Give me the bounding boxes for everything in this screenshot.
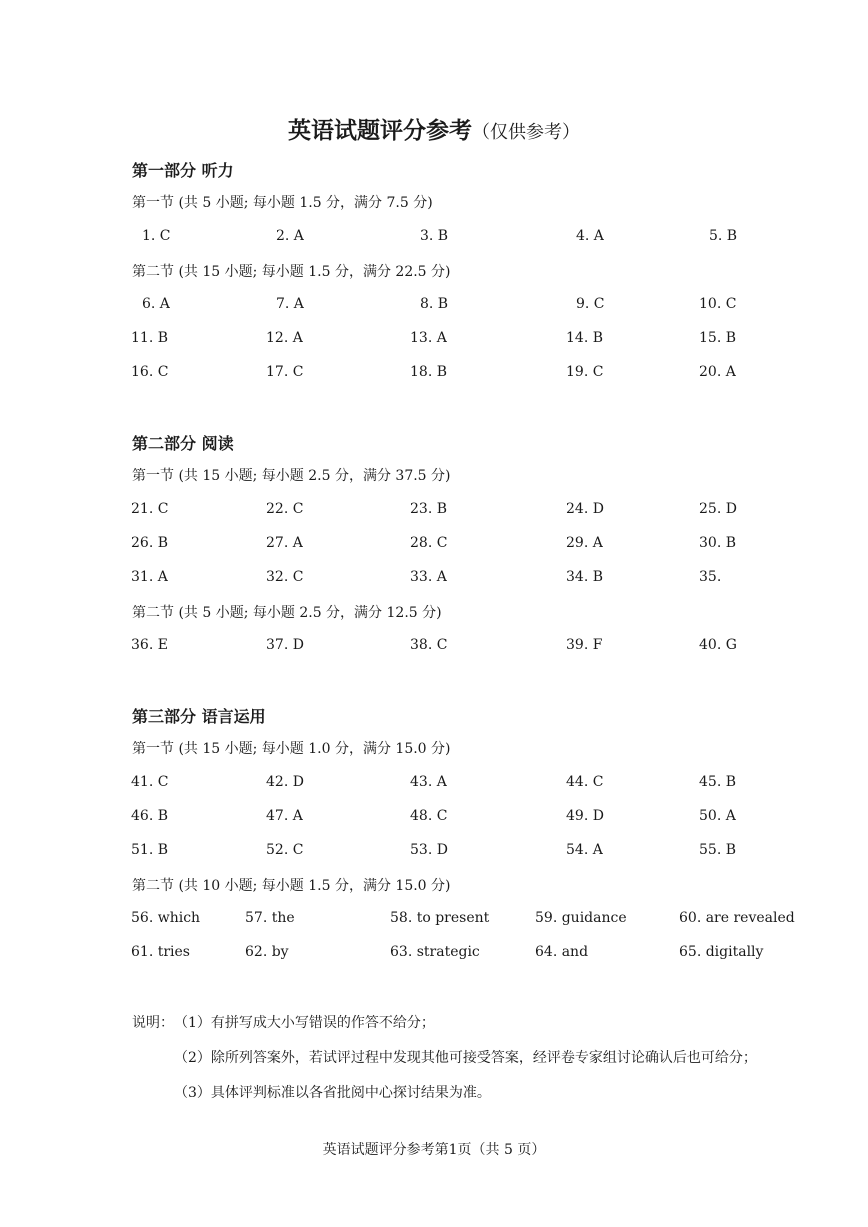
answer-row (0, 228, 868, 248)
answer-row (0, 808, 868, 828)
answer-cell: 62. by (245, 944, 289, 960)
answer-cell: 24. D (566, 501, 604, 517)
answer-cell: 17. C (266, 364, 304, 380)
answer-cell: 36. E (131, 637, 168, 653)
answer-cell: 45. B (699, 774, 737, 790)
answer-cell: 9. C (576, 296, 605, 312)
answer-cell: 3. B (420, 228, 449, 244)
answer-cell: 16. C (131, 364, 169, 380)
answer-row (0, 535, 868, 555)
part-heading: 第二部分 阅读 (132, 434, 234, 453)
answer-cell: 53. D (410, 842, 448, 858)
notes-prefix: 说明： (132, 1015, 174, 1031)
answer-row (0, 569, 868, 589)
answer-cell: 26. B (131, 535, 169, 551)
note-item-3: （3）具体评判标准以各省批阅中心探讨结果为准。 (174, 1085, 491, 1101)
answer-cell: 65. digitally (679, 944, 764, 960)
answer-cell: 47. A (266, 808, 303, 824)
answer-cell: 33. A (410, 569, 447, 585)
section-heading: 第一节 (共 5 小题; 每小题 1.5 分，满分 7.5 分) (132, 195, 433, 211)
answer-cell: 61. tries (131, 944, 190, 960)
section-heading: 第一节 (共 15 小题; 每小题 2.5 分，满分 37.5 分) (132, 468, 451, 484)
answer-cell: 43. A (410, 774, 447, 790)
answer-cell: 34. B (566, 569, 604, 585)
answer-row (0, 842, 868, 862)
note-item-2: （2）除所列答案外，若试评过程中发现其他可接受答案，经评卷专家组讨论确认后也可给分； (174, 1050, 757, 1066)
answer-cell: 52. C (266, 842, 304, 858)
section-heading: 第二节 (共 10 小题; 每小题 1.5 分，满分 15.0 分) (132, 878, 451, 894)
answer-cell: 29. A (566, 535, 603, 551)
answer-cell: 56. which (131, 910, 201, 926)
answer-cell: 14. B (566, 330, 604, 346)
answer-cell: 7. A (276, 296, 304, 312)
answer-cell: 11. B (131, 330, 169, 346)
answer-cell: 20. A (699, 364, 736, 380)
answer-row (0, 330, 868, 350)
answer-cell: 18. B (410, 364, 448, 380)
answer-cell: 8. B (420, 296, 449, 312)
answer-cell: 21. C (131, 501, 169, 517)
title-main: 英语试题评分参考 (288, 117, 472, 144)
part-heading: 第三部分 语言运用 (132, 707, 266, 726)
answer-cell: 22. C (266, 501, 304, 517)
answer-cell: 42. D (266, 774, 304, 790)
note-item-1: （1）有拼写成大小写错误的作答不给分； (174, 1015, 435, 1031)
title-sub: （仅供参考） (472, 122, 580, 143)
page-footer: 英语试题评分参考第1页（共 5 页） (322, 1142, 546, 1158)
answer-cell: 23. B (410, 501, 448, 517)
part-heading: 第一部分 听力 (132, 161, 234, 180)
answer-cell: 60. are revealed (679, 910, 795, 926)
answer-cell: 41. C (131, 774, 169, 790)
answer-cell: 40. G (699, 637, 737, 653)
answer-cell: 50. A (699, 808, 736, 824)
answer-cell: 13. A (410, 330, 447, 346)
answer-cell: 2. A (276, 228, 304, 244)
answer-cell: 28. C (410, 535, 448, 551)
answer-cell: 37. D (266, 637, 304, 653)
answer-cell: 25. D (699, 501, 737, 517)
answer-row (0, 364, 868, 384)
answer-cell: 48. C (410, 808, 448, 824)
answer-cell: 35. (699, 569, 722, 585)
answer-cell: 12. A (266, 330, 303, 346)
answer-cell: 44. C (566, 774, 604, 790)
answer-cell: 59. guidance (535, 910, 627, 926)
answer-cell: 49. D (566, 808, 604, 824)
answer-row (0, 637, 868, 657)
answer-cell: 54. A (566, 842, 603, 858)
answer-cell: 63. strategic (390, 944, 480, 960)
answer-row (0, 944, 868, 964)
answer-cell: 39. F (566, 637, 603, 653)
answer-cell: 15. B (699, 330, 737, 346)
answer-cell: 32. C (266, 569, 304, 585)
answer-cell: 58. to present (390, 910, 490, 926)
answer-cell: 5. B (709, 228, 738, 244)
answer-cell: 51. B (131, 842, 169, 858)
answer-cell: 19. C (566, 364, 604, 380)
answer-cell: 55. B (699, 842, 737, 858)
answer-cell: 27. A (266, 535, 303, 551)
answer-cell: 38. C (410, 637, 448, 653)
answer-cell: 31. A (131, 569, 168, 585)
answer-row (0, 501, 868, 521)
section-heading: 第二节 (共 5 小题; 每小题 2.5 分，满分 12.5 分) (132, 605, 442, 621)
answer-cell: 46. B (131, 808, 169, 824)
answer-row (0, 910, 868, 930)
answer-cell: 4. A (576, 228, 604, 244)
answer-cell: 10. C (699, 296, 737, 312)
answer-row (0, 774, 868, 794)
answer-cell: 6. A (142, 296, 170, 312)
answer-cell: 57. the (245, 910, 295, 926)
exam-title (0, 112, 868, 145)
answer-cell: 30. B (699, 535, 737, 551)
section-heading: 第一节 (共 15 小题; 每小题 1.0 分，满分 15.0 分) (132, 741, 451, 757)
answer-row (0, 296, 868, 316)
answer-cell: 64. and (535, 944, 589, 960)
section-heading: 第二节 (共 15 小题; 每小题 1.5 分，满分 22.5 分) (132, 264, 451, 280)
answer-cell: 1. C (142, 228, 171, 244)
